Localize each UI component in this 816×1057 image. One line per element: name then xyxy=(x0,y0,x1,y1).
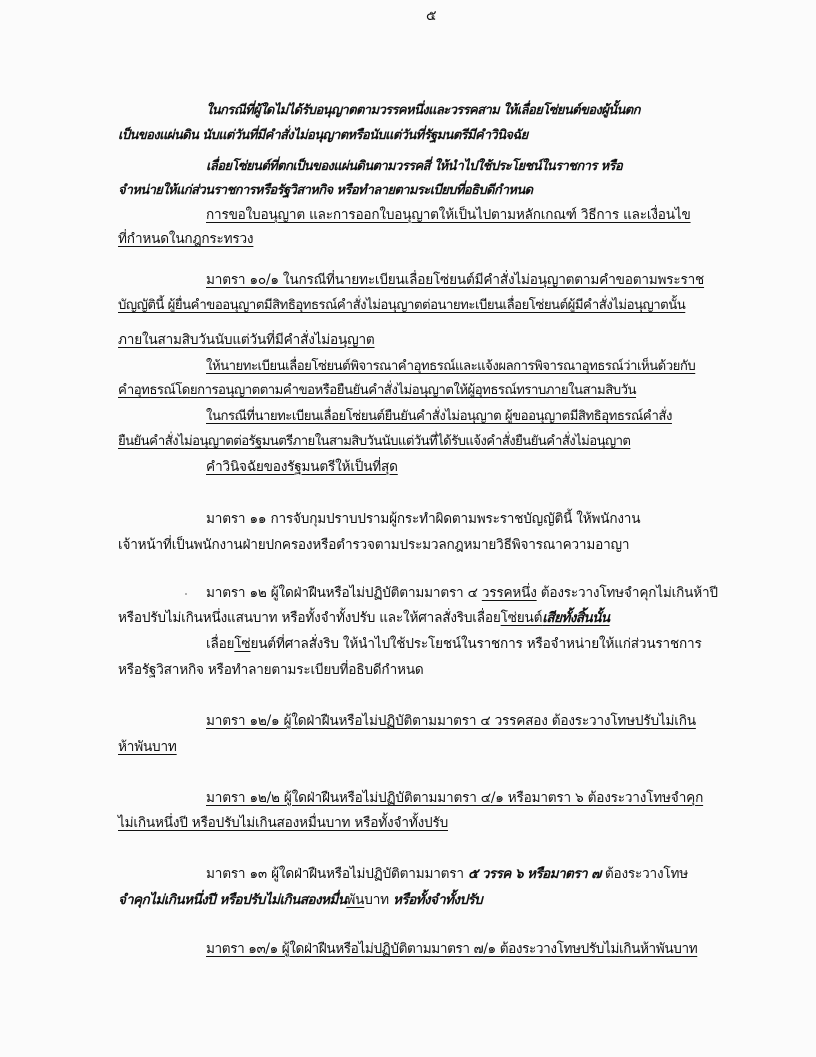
text-line: หรือปรับไม่เกินหนึ่งแสนบาท หรือทั้งจำทั้งปรับ และให้ศาลสั่งริบเลื่อยโซ่ยนต์เสียทั้งสิ้นนั้น xyxy=(118,610,610,626)
text-line: คำอุทธรณ์โดยการอนุญาตตามคำขอหรือยืนยันคำสั่งไม่อนุญาตให้ผู้อุทธรณ์ทราบภายในสามสิบวัน xyxy=(118,383,637,398)
text-line: จำหน่ายให้แก่ส่วนราชการหรือรัฐวิสาหกิจ หรือทำลายตามระเบียบที่อธิบดีกำหนด xyxy=(118,183,533,198)
text-line: จำคุกไม่เกินหนึ่งปี หรือปรับไม่เกินสองหมื่นพันบาท หรือทั้งจำทั้งปรับ xyxy=(118,892,483,908)
text-line: เลื่อยโซ่ยนต์ที่ศาลสั่งริบ ให้นำไปใช้ประโยชน์ในราชการ หรือจำหน่ายให้แก่ส่วนราชการ xyxy=(206,636,702,652)
text-line: หรือรัฐวิสาหกิจ หรือทำลายตามระเบียบที่อธิบดีกำหนด xyxy=(118,662,424,678)
text-line: เลื่อยโซ่ยนต์ที่ตกเป็นของแผ่นดินตามวรรคสี่ ให้นำไปใช้ประโยชน์ในราชการ หรือ xyxy=(206,159,623,174)
text-line: ภายในสามสิบวันนับแต่วันที่มีคำสั่งไม่อนุญาต xyxy=(118,332,375,348)
text-line: ในกรณีที่ผู้ใดไม่ได้รับอนุญาตตามวรรคหนึ่งและวรรคสาม ให้เลื่อยโซ่ยนต์ของผู้นั้นตก xyxy=(206,103,640,118)
section-12-heading: มาตรา ๑๒ ผู้ใดฝ่าฝืนหรือไม่ปฏิบัติตามมาตรา ๔ วรรคหนึ่ง ต้องระวางโทษจำคุกไม่เกินห้าปี xyxy=(206,585,718,601)
scan-speck xyxy=(185,593,187,595)
text-line: เจ้าหน้าที่เป็นพนักงานฝ่ายปกครองหรือตำรวจตามประมวลกฎหมายวิธีพิจารณาความอาญา xyxy=(118,537,630,553)
text-line: การขอใบอนุญาต และการออกใบอนุญาตให้เป็นไปตามหลักเกณฑ์ วิธีการ และเงื่อนไข xyxy=(206,207,691,223)
page-number: ๕ xyxy=(426,8,437,24)
text-line: คำวินิจฉัยของรัฐมนตรีให้เป็นที่สุด xyxy=(206,459,398,475)
text-line: ไม่เกินหนึ่งปี หรือปรับไม่เกินสองหมื่นบาท หรือทั้งจำทั้งปรับ xyxy=(118,815,448,831)
section-12-1-heading: มาตรา ๑๒/๑ ผู้ใดฝ่าฝืนหรือไม่ปฏิบัติตามมาตรา ๔ วรรคสอง ต้องระวางโทษปรับไม่เกิน xyxy=(206,713,696,729)
section-11-heading: มาตรา ๑๑ การจับกุมปราบปรามผู้กระทำผิดตามพระราชบัญญัตินี้ ให้พนักงาน xyxy=(206,511,641,527)
section-13-heading: มาตรา ๑๓ ผู้ใดฝ่าฝืนหรือไม่ปฏิบัติตามมาตรา ๕ วรรค ๖ หรือมาตรา ๗ ต้องระวางโทษ xyxy=(206,866,689,882)
text-line: บัญญัตินี้ ผู้ยื่นคำขออนุญาตมีสิทธิอุทธรณ์คำสั่งไม่อนุญาตต่อนายทะเบียนเลื่อยโซ่ยนต์ผู้มีคำสั่งไม่อนุญาตนั้น xyxy=(118,298,686,313)
section-12-2-heading: มาตรา ๑๒/๒ ผู้ใดฝ่าฝืนหรือไม่ปฏิบัติตามมาตรา ๔/๑ หรือมาตรา ๖ ต้องระวางโทษจำคุก xyxy=(206,790,704,806)
text-line: ในกรณีที่นายทะเบียนเลื่อยโซ่ยนต์ยืนยันคำสั่งไม่อนุญาต ผู้ขออนุญาตมีสิทธิอุทธรณ์คำสั่ง xyxy=(206,409,672,424)
text-line: เป็นของแผ่นดิน นับแต่วันที่มีคำสั่งไม่อนุญาตหรือนับแต่วันที่รัฐมนตรีมีคำวินิจฉัย xyxy=(118,128,528,143)
text-line: ห้าพันบาท xyxy=(118,739,177,755)
section-10-1-heading: มาตรา ๑๐/๑ ในกรณีที่นายทะเบียนเลื่อยโซ่ยนต์มีคำสั่งไม่อนุญาตตามคำขอตามพระราช xyxy=(206,272,705,288)
text-line: ที่กำหนดในกฎกระทรวง xyxy=(118,231,254,247)
text-line: ให้นายทะเบียนเลื่อยโซ่ยนต์พิจารณาคำอุทธรณ์และแจ้งผลการพิจารณาอุทธรณ์ว่าเห็นด้วยกับ xyxy=(206,359,696,374)
text-line: ยืนยันคำสั่งไม่อนุญาตต่อรัฐมนตรีภายในสามสิบวันนับแต่วันที่ได้รับแจ้งคำสั่งยืนยันคำสั่งไม่อนุญาต xyxy=(118,434,631,449)
section-13-1-heading: มาตรา ๑๓/๑ ผู้ใดฝ่าฝืนหรือไม่ปฏิบัติตามมาตรา ๗/๑ ต้องระวางโทษปรับไม่เกินห้าพันบาท xyxy=(206,941,698,957)
